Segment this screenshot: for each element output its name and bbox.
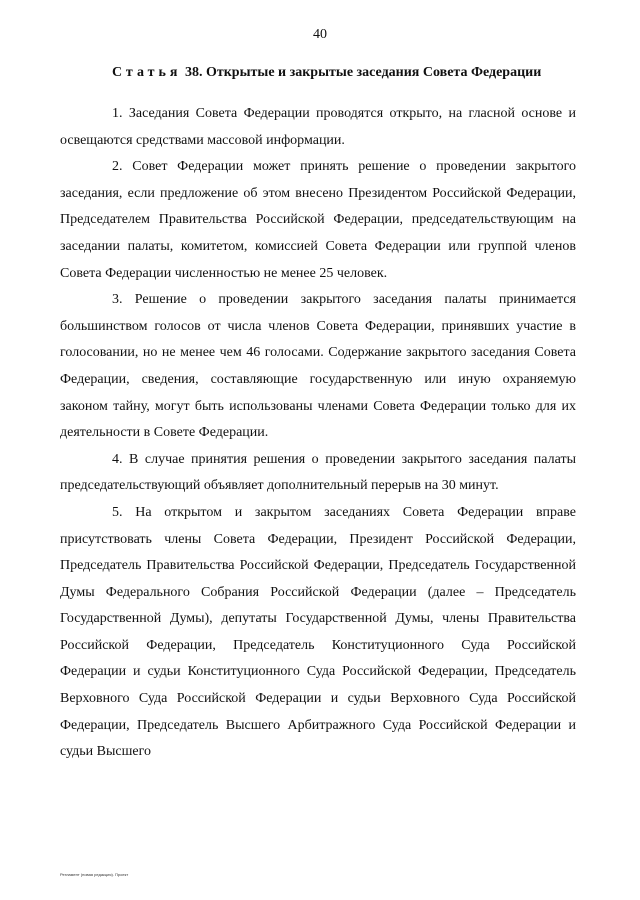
paragraph-5: 5. На открытом и закрытом заседаниях Совета Федерации вправе присутствовать члены Совета Федерации, Президент Российской Федерации, Председатель Правительства Российской Федерации, Председатель Государственной Думы Федерального Собрания Российской Федерации (далее – Председатель Государственной Думы), депутаты Государственной Думы, члены Правительства Российской Федерации, Председатель Конституционного Суда Российской Федерации и судьи Конституционного Суда Российской Федерации, Председатель Верховного Суда Российской Федерации и судьи Верховного Суда Российской Федерации, Председатель Высшего Арбитражного Суда Российской Федерации и судьи Высшего [60,504,576,760]
page-number: 40 [313,27,327,42]
article-heading [112,65,582,81]
paragraph-3: 3. Решение о проведении закрытого заседания палаты принимается большинством голосов от числа членов Совета Федерации, принявших участие в голосовании, но не менее чем 46 голосами. Содержание закрытого заседания Совета Федерации, сведения, составляющие государственную или иную охраняемую законом тайну, могут быть использованы членами Совета Федерации только для их деятельности в Совете Федерации. [60,292,576,441]
article-label: Статья [112,65,182,80]
paragraph-2: 2. Совет Федерации может принять решение о проведении закрытого заседания, если предложение об этом внесено Президентом Российской Федерации, Председателем Правительства Российской Федерации, председательствующим на заседании палаты, комитетом, комиссией Совета Федерации или группой членов Совета Федерации численностью не менее 25 человек. [60,159,576,281]
footer-note: Регламент (новая редакция). Проект [60,872,129,877]
document-body [60,101,576,766]
paragraph-1: 1. Заседания Совета Федерации проводятся открыто, на гласной основе и освещаются средствами массовой информации. [60,106,576,148]
article-title: 38. Открытые и закрытые заседания Совета Федерации [184,65,542,80]
paragraph-4: 4. В случае принятия решения о проведении закрытого заседания палаты председательствующий объявляет дополнительный перерыв на 30 минут. [60,451,576,494]
